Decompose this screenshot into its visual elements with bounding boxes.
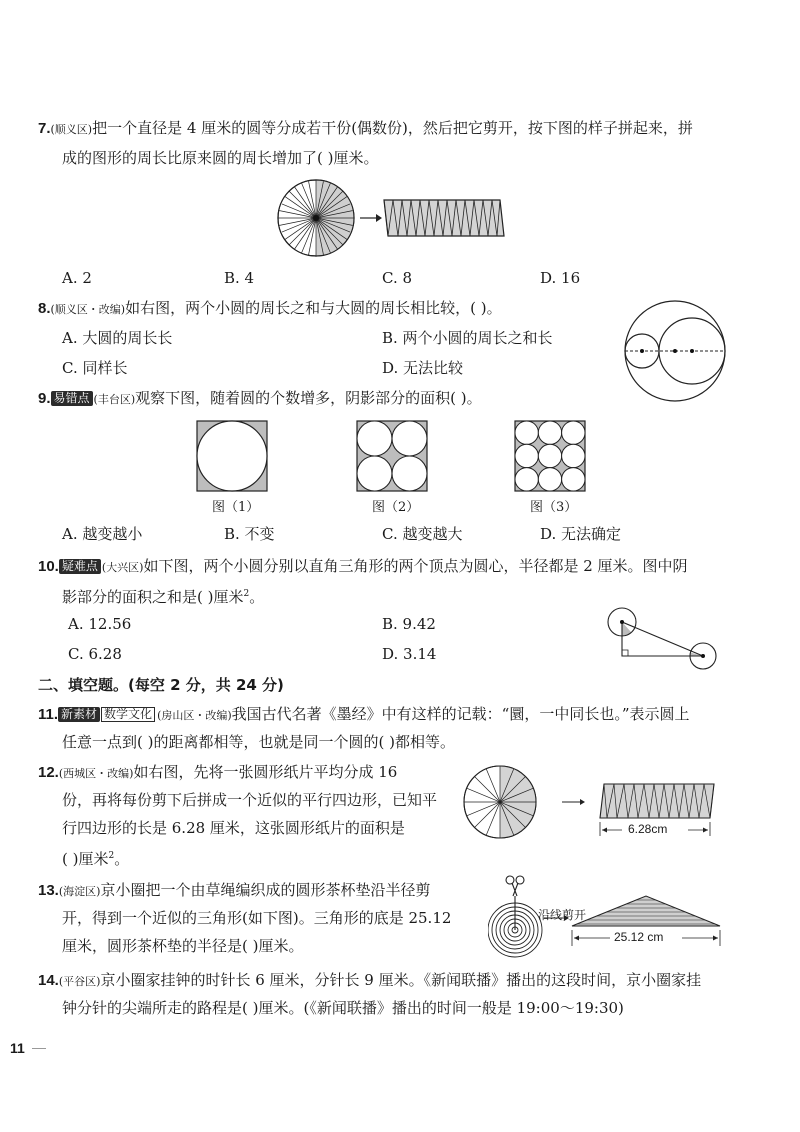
- q12-line2: 份，再将每份剪下后拼成一个近似的平行四边形，已知平: [62, 791, 438, 809]
- section-fill-in-blank-title: 二、填空题。(每空 2 分，共 24 分): [38, 676, 284, 694]
- q12-line4: ( )厘米$^2$。: [62, 850, 130, 868]
- q8-option-a[interactable]: A. 大圆的周长长: [62, 329, 173, 347]
- q10-line1: 10. 疑难点 (大兴区)如下图，两个小圆分别以直角三角形的两个顶点为圆心，半径都是 2 厘米。图中阴: [38, 557, 688, 575]
- q12-arrow: [562, 799, 585, 805]
- q13-coaster: [488, 896, 542, 957]
- q10-option-c[interactable]: C. 6.28: [68, 645, 122, 663]
- q7-parallelogram: [384, 200, 504, 236]
- q7-option-a[interactable]: A. 2: [62, 269, 92, 287]
- q12-figure: [462, 764, 724, 844]
- q12-parallelogram: [600, 784, 714, 818]
- q12-length-label: 6.28cm: [628, 822, 668, 836]
- q10-triangle-figure: [600, 600, 726, 670]
- q7-option-b[interactable]: B. 4: [224, 269, 255, 287]
- q13-base-label: 25.12 cm: [614, 930, 664, 944]
- q7-line1: 7.(顺义区)把一个直径是 4 厘米的圆等分成若干份(偶数份)，然后把它剪开，按下图的样子拼起来，拼: [38, 119, 693, 137]
- q9-caption-3: 图（3）: [530, 500, 578, 515]
- q7-option-c[interactable]: C. 8: [382, 269, 413, 287]
- q10-option-d[interactable]: D. 3.14: [382, 645, 437, 663]
- q8-option-d[interactable]: D. 无法比较: [382, 359, 464, 377]
- scissors-icon: [506, 876, 524, 896]
- q13-cut-label: 沿线剪开: [538, 908, 587, 922]
- q9-text: 9. 易错点 (丰台区)观察下图，随着圆的个数增多，阴影部分的面积( )。: [38, 389, 482, 407]
- q9-caption-2: 图（2）: [372, 500, 420, 515]
- q7-figure: [276, 178, 508, 260]
- q12-sector-circle: [464, 766, 536, 838]
- q14-line1: 14.(平谷区)京小圈家挂钟的时针长 6 厘米，分针长 9 厘米。《新闻联播》播出的这段时间，京小圈家挂: [38, 971, 702, 989]
- q11-line2: 任意一点到( )的距离都相等，也就是同一个圆的( )都相等。: [62, 733, 455, 751]
- q9-option-a[interactable]: A. 越变越小: [62, 525, 143, 543]
- q7-option-d[interactable]: D. 16: [540, 269, 581, 287]
- q7-line2: 成的图形的周长比原来圆的周长增加了( )厘米。: [62, 149, 379, 167]
- q9-figure-2: [356, 420, 428, 492]
- q13-line3: 厘米，圆形茶杯垫的半径是( )厘米。: [62, 937, 304, 955]
- q8-option-c[interactable]: C. 同样长: [62, 359, 128, 377]
- q10-option-b[interactable]: B. 9.42: [382, 615, 436, 633]
- q13-triangle: [572, 896, 720, 926]
- q8-text: 8.(顺义区・改编)如右图，两个小圆的周长之和与大圆的周长相比较，( )。: [38, 299, 502, 317]
- q9-option-b[interactable]: B. 不变: [224, 525, 275, 543]
- q14-line2: 钟分针的尖端所走的路程是( )厘米。(《新闻联播》播出的时间一般是 19:00～19:30): [62, 999, 624, 1017]
- q13-line2: 开，得到一个近似的三角形(如下图)。三角形的底是 25.12: [62, 909, 452, 927]
- q12-line1: 12.(西城区・改编)如右图，先将一张圆形纸片平均分成 16: [38, 763, 398, 781]
- q9-figure-1: [196, 420, 268, 492]
- q9-option-c[interactable]: C. 越变越大: [382, 525, 463, 543]
- q8-option-b[interactable]: B. 两个小圆的周长之和长: [382, 329, 553, 347]
- q12-line3: 行四边形的长是 6.28 厘米，这张圆形纸片的面积是: [62, 819, 405, 837]
- q10-option-a[interactable]: A. 12.56: [68, 615, 132, 633]
- q13-figure: [488, 874, 724, 962]
- q7-arrow: [360, 214, 382, 222]
- q7-sector-circle: [278, 180, 354, 256]
- q8-circles-figure: [622, 298, 728, 404]
- q11-line1: 11. 新素材 数学文化 (房山区・改编)我国古代名著《墨经》中有这样的记载：“圜，一中同长也。”表示圆上: [38, 705, 690, 723]
- page-number: 11: [10, 1040, 25, 1056]
- q13-line1: 13.(海淀区)京小圈把一个由草绳编织成的圆形茶杯垫沿半径剪: [38, 881, 431, 899]
- q9-option-d[interactable]: D. 无法确定: [540, 525, 622, 543]
- q10-line2: 影部分的面积之和是( )厘米$^2$。: [62, 588, 265, 606]
- page-number-rule: [32, 1048, 46, 1049]
- q9-figure-3: [514, 420, 586, 492]
- q9-caption-1: 图（1）: [212, 500, 260, 515]
